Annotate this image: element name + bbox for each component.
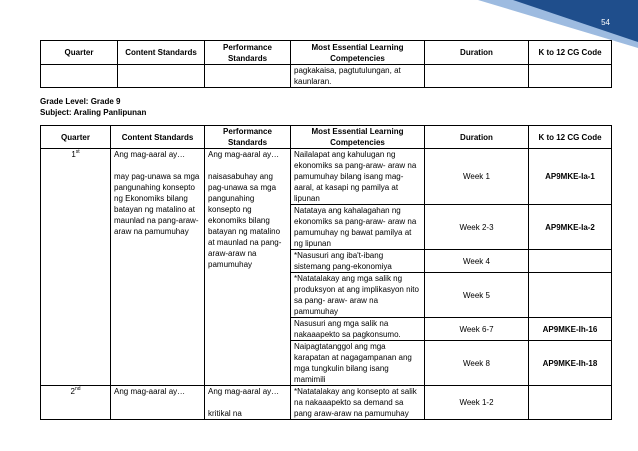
duration-cell: Week 4: [425, 250, 529, 273]
cg-code-cell: [529, 386, 612, 420]
content-standards-cell: [111, 149, 205, 386]
content-standards-cell: [111, 386, 205, 420]
duration-cell: Week 1-2: [425, 386, 529, 420]
melc-cell: *Natatalakay ang mga salik ng produksyon at ang implikasyon nito sa pang- araw- araw na pamumuhay: [291, 273, 425, 318]
header-duration: Duration: [425, 126, 529, 149]
subject-label: Subject: Araling Panlipunan: [40, 108, 147, 117]
melc-cell: Naipagtatanggol ang mga karapatan at nagagampanan ang mga tungkulin bilang isang mamimili: [291, 341, 425, 386]
cg-code-cell: AP9MKE-Ih-16: [529, 318, 612, 341]
performance-intro: Ang mag-aaral ay…: [208, 150, 280, 159]
cg-code-cell: [529, 250, 612, 273]
duration-cell: Week 1: [425, 149, 529, 205]
melc-cell: pagkakaisa, pagtutulungan, at kaunlaran.: [291, 65, 425, 88]
quarter-number: 1: [71, 150, 76, 159]
grade-level-label: Grade Level: Grade 9: [40, 97, 121, 106]
duration-cell: Week 6-7: [425, 318, 529, 341]
header-cg-code: K to 12 CG Code: [529, 41, 612, 65]
header-melc: Most Essential Learning Competencies: [291, 41, 425, 65]
quarter-cell: [41, 386, 111, 420]
melc-cell: Natataya ang kahalagahan ng ekonomiks sa pang-araw- araw na pamumuhay ng bawat pamilya at ng lipunan: [291, 205, 425, 250]
quarter-suffix: st: [75, 149, 80, 155]
content-intro: Ang mag-aaral ay…: [114, 387, 186, 396]
quarter-number: 2: [70, 387, 75, 396]
header-duration: Duration: [425, 41, 529, 65]
melc-cell: *Nasusuri ang iba't-ibang sistemang pang-ekonomiya: [291, 250, 425, 273]
melc-cell: Nailalapat ang kahulugan ng ekonomiks sa pang-araw- araw na pamumuhay bilang isang mag-aaral, at kasapi ng pamilya at lipunan: [291, 149, 425, 205]
header-content-standards: Content Standards: [111, 126, 205, 149]
duration-cell: Week 8: [425, 341, 529, 386]
header-performance-standards: Performance Standards: [205, 126, 291, 149]
duration-cell: Week 2-3: [425, 205, 529, 250]
continued-table: [40, 40, 612, 88]
content-intro: Ang mag-aaral ay…: [114, 150, 186, 159]
duration-cell: Week 5: [425, 273, 529, 318]
continued-header-row: [41, 41, 612, 65]
header-performance-standards: Performance Standards: [205, 41, 291, 65]
table-header-row: [41, 126, 612, 149]
cg-code-cell: AP9MKE-Ia-1: [529, 149, 612, 205]
curriculum-table: [40, 125, 612, 420]
performance-standards-cell: [205, 386, 291, 420]
page-number: 54: [601, 18, 610, 27]
header-content-standards: Content Standards: [118, 41, 205, 65]
header-melc: Most Essential Learning Competencies: [291, 126, 425, 149]
cg-code-cell: [529, 273, 612, 318]
melc-cell: Nasusuri ang mga salik na nakaaapekto sa pagkonsumo.: [291, 318, 425, 341]
content-body: may pag-unawa sa mga pangunahing konsepto ng Ekonomiks bilang batayan ng matalino at maunlad na pang-araw-araw na pamumuhay: [114, 172, 200, 236]
performance-intro: Ang mag-aaral ay…: [208, 387, 280, 396]
table-row: [41, 149, 612, 205]
table-row: [41, 386, 612, 420]
performance-body: kritikal na: [208, 409, 242, 418]
quarter-suffix: nd: [74, 386, 81, 392]
table-row: [41, 65, 612, 88]
quarter-cell: [41, 149, 111, 386]
melc-cell: *Natatalakay ang konsepto at salik na nakaaapekto sa demand sa pang araw-araw na pamumuhay: [291, 386, 425, 420]
header-quarter: Quarter: [41, 41, 118, 65]
performance-body: naisasabuhay ang pag-unawa sa mga pangunahing konsepto ng ekonomiks bilang batayan ng matalino at maunlad na pang- araw-araw na pamumuhay: [208, 172, 282, 269]
header-cg-code: K to 12 CG Code: [529, 126, 612, 149]
header-quarter: Quarter: [41, 126, 111, 149]
performance-standards-cell: [205, 149, 291, 386]
cg-code-cell: AP9MKE-Ih-18: [529, 341, 612, 386]
cg-code-cell: AP9MKE-Ia-2: [529, 205, 612, 250]
